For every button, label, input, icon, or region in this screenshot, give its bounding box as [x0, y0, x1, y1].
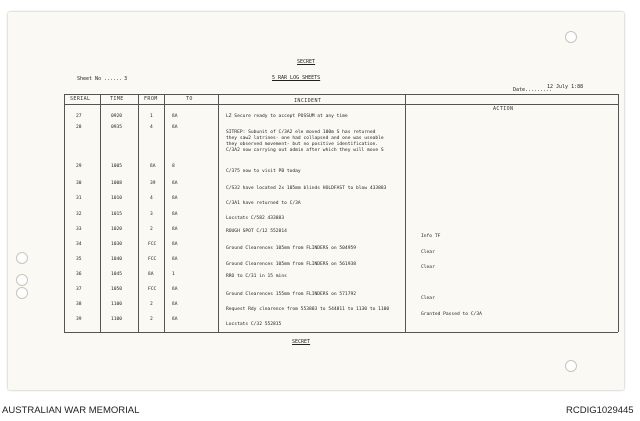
time-cell: 1030 [111, 242, 123, 247]
table-row [0, 272, 640, 287]
date-value: 12 July 1:88 [547, 84, 584, 90]
table-row [0, 181, 640, 196]
to-cell: ßA [172, 125, 178, 130]
classification-bottom: SECRET [292, 339, 311, 345]
action-cell: Granted Passed to C/3A [421, 312, 482, 317]
action-cell: Clear [421, 265, 435, 270]
col-header-incident: INCIDENT [294, 98, 322, 104]
incident-cell: C/3A1 have returned to C/3A [226, 201, 301, 206]
col-header-to: TO [186, 96, 193, 102]
action-cell: Clear [421, 250, 435, 255]
to-cell: ßA [172, 114, 178, 119]
from-cell: 4 [150, 125, 153, 130]
incident-cell: Ground Clearences 105mm from FLINDERS on 561938 [226, 262, 356, 267]
to-cell: ßA [172, 287, 178, 292]
time-cell: 1100 [111, 317, 123, 322]
incident-cell: Ground Clearences 155mm from FLINDERS on 571792 [226, 292, 356, 297]
table-row [0, 317, 640, 332]
to-cell: ßA [172, 317, 178, 322]
serial-cell: 34 [76, 242, 82, 247]
incident-cell: Locstats C/582 433883 [226, 216, 285, 221]
col-header-from: FROM [144, 96, 158, 102]
to-cell: ßA [172, 181, 178, 186]
from-cell: 2 [150, 317, 153, 322]
time-cell: 1040 [111, 257, 123, 262]
serial-cell: 30 [76, 181, 82, 186]
time-cell: 1005 [111, 164, 123, 169]
time-cell: 0935 [111, 125, 123, 130]
date-label: Date......... [513, 87, 553, 93]
serial-cell: 28 [76, 125, 82, 130]
serial-cell: 29 [76, 164, 82, 169]
serial-cell: 38 [76, 302, 82, 307]
serial-cell: 27 [76, 114, 82, 119]
incident-cell: RRO to C/31 in 15 mins [226, 274, 287, 279]
from-cell: 1 [150, 114, 153, 119]
from-cell: ßA [150, 164, 156, 169]
sheet-heading: 5 RAR LOG SHEETS [272, 75, 321, 81]
time-cell: 1020 [111, 227, 123, 232]
table-row [0, 242, 640, 257]
from-cell: 3 [150, 212, 153, 217]
to-cell: ßA [172, 227, 178, 232]
to-cell: ßA [172, 212, 178, 217]
incident-cell: C/S32 have located 2x 105mm blinds HOLDFAST to blow 433883 [226, 186, 387, 191]
serial-cell: 39 [76, 317, 82, 322]
from-cell: FCC [148, 242, 157, 247]
table-row [0, 125, 640, 153]
incident-cell: C/375 now to visit PB today [226, 169, 301, 174]
table-row [0, 302, 640, 317]
sheet-label: Sheet No ...... [77, 76, 123, 82]
table-row [0, 227, 640, 242]
incident-cell: ROUGH SPOT C/12 552814 [226, 229, 287, 234]
table-row [0, 287, 640, 302]
from-cell: 4 [150, 196, 153, 201]
col-header-action: ACTION [493, 106, 514, 112]
incident-cell: Locstats C/32 552815 [226, 322, 282, 327]
action-cell: Clear [421, 296, 435, 301]
to-cell: ßA [172, 242, 178, 247]
archive-reference: RCDIG1029445 [566, 405, 634, 416]
serial-cell: 33 [76, 227, 82, 232]
to-cell: ßA [172, 257, 178, 262]
table-row [0, 164, 640, 179]
from-cell: 39 [150, 181, 156, 186]
col-header-serial: SERIAL [70, 96, 91, 102]
from-cell: ßA [148, 272, 154, 277]
incident-cell: Request Rdy clearence from 553803 to 544811 to 1130 to 1100 [226, 307, 390, 312]
to-cell: 8 [172, 164, 175, 169]
time-cell: 1008 [111, 181, 123, 186]
from-cell: FCC [148, 257, 157, 262]
to-cell: ßA [172, 302, 178, 307]
time-cell: 0920 [111, 114, 123, 119]
incident-cell: LZ Secure ready to accept POSSUM at any time [226, 114, 348, 119]
serial-cell: 35 [76, 257, 82, 262]
to-cell: ßA [172, 196, 178, 201]
serial-cell: 36 [76, 272, 82, 277]
from-cell: FCC [148, 287, 157, 292]
table-row [0, 196, 640, 211]
from-cell: 2 [150, 302, 153, 307]
table-row [0, 212, 640, 227]
time-cell: 1015 [111, 212, 123, 217]
serial-cell: 31 [76, 196, 82, 201]
serial-cell: 37 [76, 287, 82, 292]
to-cell: 1 [172, 272, 175, 277]
action-cell: Info TF [421, 234, 441, 239]
table-row [0, 257, 640, 272]
sheet-number: 3 [124, 76, 128, 82]
serial-cell: 32 [76, 212, 82, 217]
time-cell: 1100 [111, 302, 123, 307]
time-cell: 1045 [111, 272, 123, 277]
archive-credit: AUSTRALIAN WAR MEMORIAL [2, 405, 140, 416]
incident-cell: Ground Clearences 105mm from FLINDERS on 504959 [226, 246, 356, 251]
classification-top: SECRET [297, 59, 316, 65]
from-cell: 2 [150, 227, 153, 232]
time-cell: 1050 [111, 287, 123, 292]
time-cell: 1010 [111, 196, 123, 201]
incident-cell: SITREP: Subunit of C/3A2 ele moved 100m S has returned they saw2 latrines- one had collapsed and one was useable they observed movement- but no positive identification. C/3A2 now carrying out admin after which they will move S [226, 130, 384, 153]
col-header-time: TIME [110, 96, 124, 102]
